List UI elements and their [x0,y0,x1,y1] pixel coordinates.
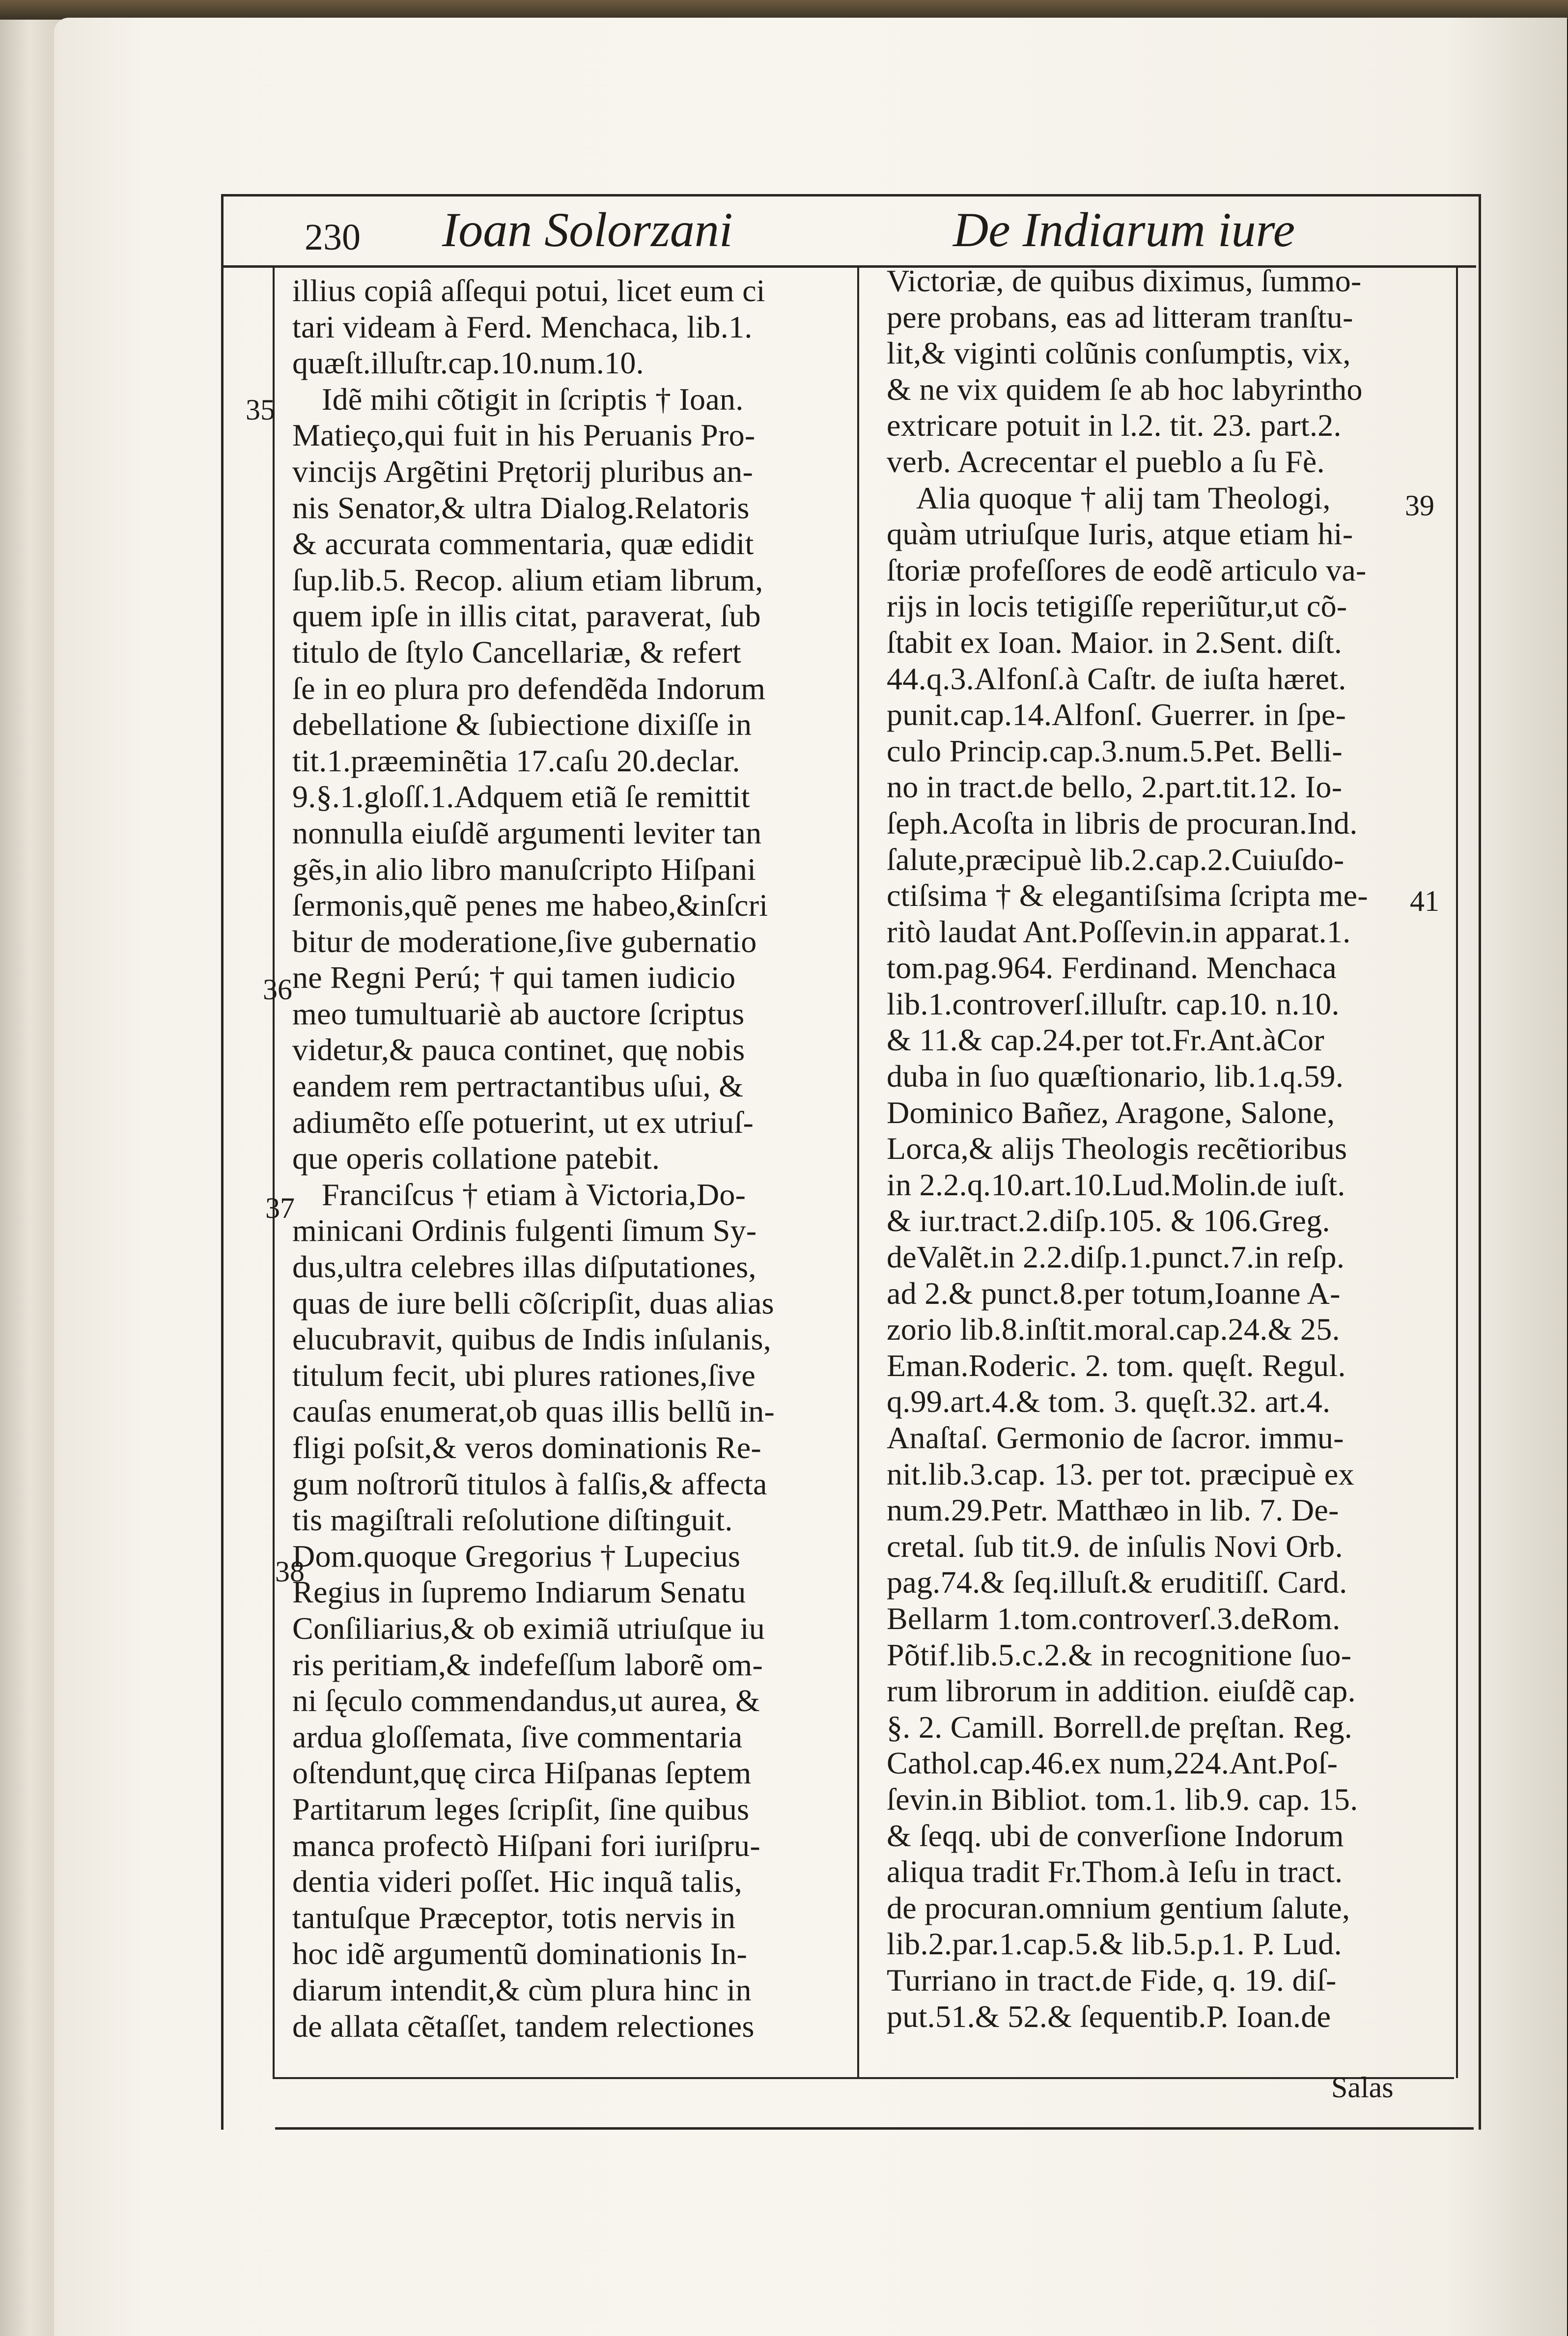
text-line: tit.1.præeminẽtia 17.caſu 20.declar. [292,743,740,778]
text-line: gẽs,in alio libro manuſcripto Hiſpani [292,851,756,887]
text-line: ritò laudat Ant.Poſſevin.in apparat.1. [887,914,1351,949]
text-line: punit.cap.14.Alfonſ. Guerrer. in ſpe- [887,697,1346,732]
text-line: Franciſcus † etiam à Victoria,Do- [322,1177,746,1212]
text-line: quæſt.illuſtr.cap.10.num.10. [292,345,644,381]
text-line: ris peritiam,& indefeſſum laborẽ om- [292,1647,763,1682]
margin-number-36: 36 [263,973,292,1006]
text-line: ſe in eo plura pro defendẽda Indorum [292,671,766,706]
text-line: Dom.quoque Gregorius † Lupecius [292,1538,741,1574]
text-line: §. 2. Camill. Borrell.de pręſtan. Reg. [887,1709,1353,1745]
text-line: Matieço,qui fuit in his Peruanis Pro- [292,418,756,453]
text-line: Bellarm 1.tom.controverſ.3.deRom. [887,1601,1341,1636]
text-line: minicani Ordinis fulgenti ſimum Sy- [292,1213,757,1248]
text-line: Alia quoque † alij tam Theologi, [916,480,1331,515]
text-line: oſtendunt,quę circa Hiſpanas ſeptem [292,1755,752,1791]
text-line: titulum fecit, ubi plures rationes,ſive [292,1357,756,1393]
text-line: quem ipſe in illis citat, paraverat, ſub [292,598,761,634]
text-line: dus,ultra celebres illas diſputationes, [292,1249,756,1285]
text-line: que operis collatione patebit. [292,1141,660,1176]
margin-number-39: 39 [1405,489,1434,522]
text-line: ctiſsima † & elegantiſsima ſcripta me- [887,878,1368,913]
text-line: & accurata commentaria, quæ edidit [292,526,754,562]
text-line: nit.lib.3.cap. 13. per tot. præcipuè ex [887,1456,1354,1492]
text-line: Eman.Roderic. 2. tom. quęſt. Regul. [887,1348,1346,1383]
book-binding [0,0,1568,20]
page-number: 230 [305,217,361,258]
text-line: meo tumultuariè ab auctore ſcriptus [292,996,745,1031]
text-line: eandem rem pertractantibus uſui, & [292,1069,744,1104]
text-line: & ſeqq. ubi de converſione Indorum [887,1818,1344,1853]
text-line: manca profectò Hiſpani fori iuriſpru- [292,1828,760,1863]
text-line: fligi poſsit,& veros dominationis Re- [292,1430,762,1465]
text-line: culo Princip.cap.3.num.5.Pet. Belli- [887,733,1343,768]
text-line: Põtif.lib.5.c.2.& in recognitione ſuo- [887,1637,1352,1672]
text-line: ſevin.in Bibliot. tom.1. lib.9. cap. 15. [887,1781,1358,1817]
text-line: duba in ſuo quæſtionario, lib.1.q.59. [887,1059,1344,1094]
text-line: ſup.lib.5. Recop. alium etiam librum, [292,562,763,597]
text-line: in 2.2.q.10.art.10.Lud.Molin.de iuſt. [887,1167,1345,1202]
text-line: ſermonis,quẽ penes me habeo,&inſcri [292,888,768,923]
text-line: 9.§.1.gloſſ.1.Adquem etiã ſe remittit [292,779,750,815]
text-line: deValẽt.in 2.2.diſp.1.punct.7.in reſp. [887,1239,1345,1275]
text-line: & iur.tract.2.diſp.105. & 106.Greg. [887,1203,1330,1238]
text-line: tom.pag.964. Ferdinand. Menchaca [887,950,1337,985]
text-line: aliqua tradit Fr.Thom.à Ieſu in tract. [887,1854,1343,1889]
text-line: & 11.& cap.24.per tot.Fr.Ant.àCor [887,1022,1324,1058]
text-line: 44.q.3.Alfonſ.à Caſtr. de iuſta hæret. [887,661,1346,696]
right-column [887,263,1432,2034]
text-line: tis magiſtrali reſolutione diſtinguit. [292,1502,733,1538]
footer-rule [275,2127,1474,2130]
margin-number-38: 38 [275,1555,305,1588]
text-line: no in tract.de bello, 2.part.tit.12. Io- [887,769,1343,805]
text-line: gum noſtrorũ titulos à falſis,& affecta [292,1466,767,1501]
column-divider [857,268,859,2078]
catchword: Salas [1331,2071,1394,2104]
running-head-title: De Indiarum iure [953,202,1295,257]
margin-number-37: 37 [265,1192,295,1224]
text-line: vincijs Argẽtini Prętorij pluribus an- [292,453,754,489]
text-line: videtur,& pauca continet, quę nobis [292,1032,745,1068]
text-line: tantuſque Præceptor, totis nervis in [292,1900,736,1935]
text-line: Dominico Bañez, Aragone, Salone, [887,1095,1335,1130]
text-line: Anaſtaſ. Germonio de ſacror. immu- [887,1420,1344,1455]
text-line: illius copiâ aſſequi potui, licet eum ci [292,273,765,308]
text-line: dentia videri poſſet. Hic inquã talis, [292,1864,743,1899]
text-line: verb. Acrecentar el pueblo a ſu Fè. [887,444,1325,479]
text-line: cretal. ſub tit.9. de inſulis Novi Orb. [887,1528,1343,1564]
text-line: Conſiliarius,& ob eximiã utriuſque iu [292,1610,765,1646]
text-line: lib.2.par.1.cap.5.& lib.5.p.1. P. Lud. [887,1926,1342,1962]
text-line: ſalute,præcipuè lib.2.cap.2.Cuiuſdo- [887,842,1344,877]
running-head-author: Ioan Solorzani [442,202,733,257]
text-line: tari videam à Ferd. Menchaca, lib.1. [292,309,753,344]
text-line: quàm utriuſque Iuris, atque etiam hi- [887,516,1353,552]
text-line: Victoriæ, de quibus diximus, ſummo- [887,263,1362,298]
text-line: titulo de ſtylo Cancellariæ, & refert [292,634,741,670]
text-line: nonnulla eiuſdẽ argumenti leviter tan [292,815,762,850]
text-line: ni ſęculo commendandus,ut aurea, & [292,1683,760,1718]
text-line: quas de iure belli cõſcripſit, duas alias [292,1285,774,1321]
text-line: Partitarum leges ſcripſit, ſine quibus [292,1791,750,1827]
text-line: Idẽ mihi cõtigit in ſcriptis † Ioan. [322,381,744,417]
text-line: lib.1.controverſ.illuſtr. cap.10. n.10. [887,986,1340,1021]
text-line: hoc idẽ argumentũ dominationis In- [292,1936,748,1971]
text-line: ne Regni Perú; † qui tamen iudicio [292,960,736,995]
text-line: diarum intendit,& cùm plura hinc in [292,1972,752,2007]
text-line: lit,& viginti colũnis conſumptis, vix, [887,336,1351,371]
text-line: Turriano in tract.de Fide, q. 19. diſ- [887,1962,1337,1998]
text-line: ſtoriæ profeſſores de eodẽ articulo va- [887,552,1367,588]
text-line: rijs in locis tetigiſſe reperiũtur,ut cõ- [887,589,1347,624]
text-line: q.99.art.4.& tom. 3. quęſt.32. art.4. [887,1384,1331,1419]
text-line: ſeph.Acoſta in libris de procuran.Ind. [887,805,1358,841]
text-line: rum librorum in addition. eiuſdẽ cap. [887,1673,1356,1709]
text-line: pere probans, eas ad litteram tranſtu- [887,299,1353,335]
text-line: de procuran.omnium gentium ſalute, [887,1890,1350,1925]
text-line: Lorca,& alijs Theologis recẽtioribus [887,1131,1347,1166]
margin-number-35: 35 [246,394,275,426]
text-line: zorio lib.8.inſtit.moral.cap.24.& 25. [887,1312,1340,1347]
margin-number-41: 41 [1410,885,1439,917]
text-line: nis Senator,& ultra Dialog.Relatoris [292,490,750,525]
text-line: put.51.& 52.& ſequentib.P. Ioan.de [887,1998,1331,2034]
text-line: bitur de moderatione,ſive gubernatio [292,924,757,959]
text-line: ardua gloſſemata, ſive commentaria [292,1719,743,1754]
text-line: pag.74.& ſeq.illuſt.& eruditiſſ. Card. [887,1565,1347,1600]
text-line: Regius in ſupremo Indiarum Senatu [292,1575,746,1610]
text-line: debellatione & ſubiectione dixiſſe in [292,707,752,742]
text-line: Cathol.cap.46.ex num,224.Ant.Poſ- [887,1745,1338,1781]
text-line: ad 2.& punct.8.per totum,Ioanne A- [887,1275,1341,1311]
text-line: cauſas enumerat,ob quas illis bellũ in- [292,1394,775,1429]
text-line: de allata cẽtaſſet, tandem relectiones [292,2008,755,2044]
bottom-rule [273,2077,1454,2079]
left-column [292,273,840,2044]
text-line: elucubravit, quibus de Indis inſulanis, [292,1322,772,1357]
text-line: ſtabit ex Ioan. Maior. in 2.Sent. diſt. [887,624,1343,660]
text-line: adiumẽto eſſe potuerint, ut ex utriuſ- [292,1104,754,1140]
text-line: extricare potuit in l.2. tit. 23. part.2. [887,408,1342,443]
text-line: & ne vix quidem ſe ab hoc labyrintho [887,371,1363,407]
text-line: num.29.Petr. Matthæo in lib. 7. De- [887,1492,1339,1528]
